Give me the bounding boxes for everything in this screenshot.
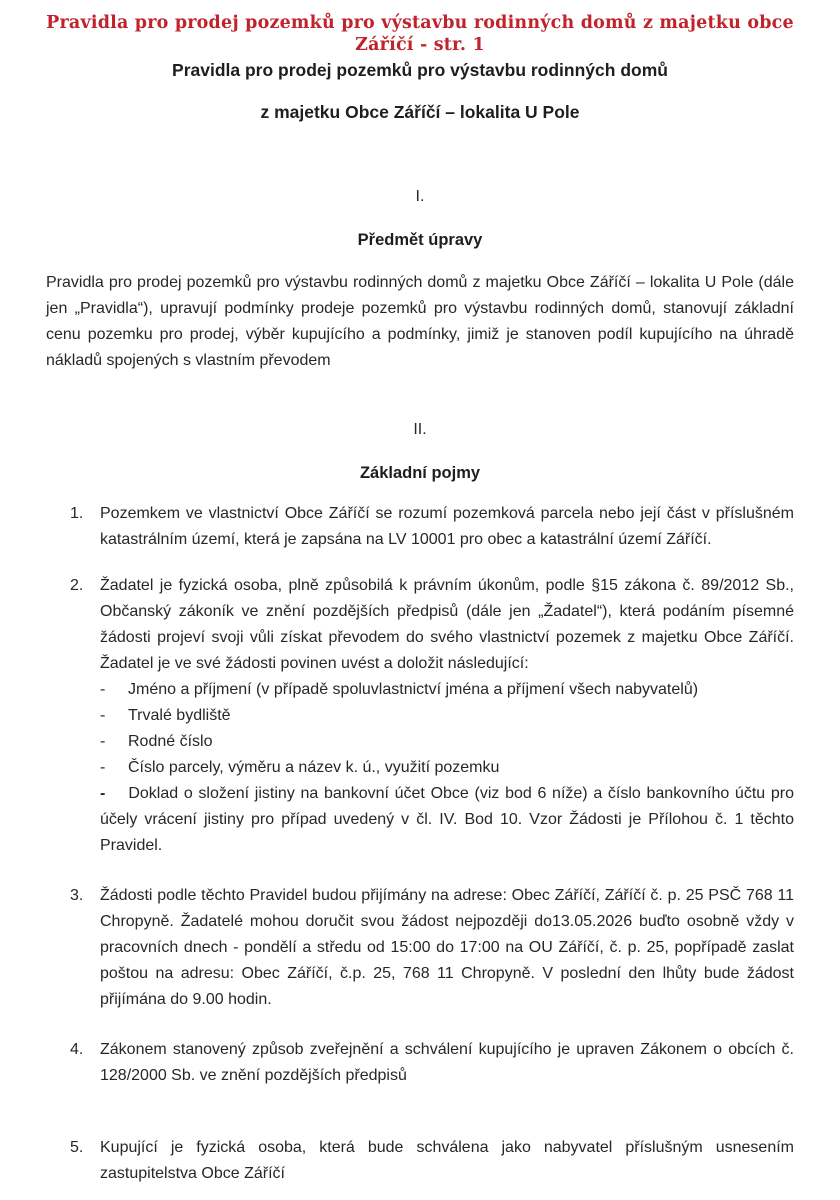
list-item-5 [70, 1135, 794, 1187]
list-item-1 [70, 501, 794, 553]
list-item-3-text: Žádosti podle těchto Pravidel budou přijímány na adrese: Obec Záříčí, Záříčí č. p. 25 PSČ 768 11 Chropyně. Žadatelé mohou doručit svou žádost nejpozději do13.05.2026 buďto osobně vždy v pracovních dnech - pondělí a středu od 15:00 do 17:00 na OU Záříčí, č. p. 25, popřípadě zaslat poštou na adresu: Obec Záříčí, č.p. 25, 768 11 Chropyně. V poslední den lhůty bude žádost přijímána do 9.00 hodin. [100, 887, 794, 1008]
list-item-2 [70, 573, 794, 859]
section-1-heading: Předmět úpravy [357, 231, 483, 249]
sub-bullet-3-text: Rodné číslo [128, 733, 213, 750]
list-item-3 [70, 883, 794, 1013]
document-title: Pravidla pro prodej pozemků pro výstavbu rodinných domů [172, 60, 668, 80]
document-subtitle: z majetku Obce Záříčí – lokalita U Pole [260, 102, 580, 122]
section-1 [46, 187, 794, 374]
document-header [28, 12, 812, 123]
list-item-2-body [100, 573, 794, 859]
section-2 [46, 420, 794, 1187]
sub-bullet-2 [100, 703, 794, 729]
sub-bullet-3 [100, 729, 794, 755]
sub-bullet-5-dash: - [100, 785, 106, 802]
sub-bullet-1-dash: - [100, 681, 106, 698]
list-item-1-number: 1. [70, 505, 84, 522]
sub-bullet-2-text: Trvalé bydliště [128, 707, 231, 724]
sub-bullet-5-text: Doklad o složení jistiny na bankovní účet Obce (viz bod 6 níže) a číslo bankovního účtu pro účely vrácení jistiny pro případ uvedený v čl. IV. Bod 10. Vzor Žádosti je Přílohou č. 1 těchto Pravidel. [100, 785, 794, 854]
list-item-2-number: 2. [70, 577, 84, 594]
sub-bullet-2-dash: - [100, 707, 106, 724]
page-banner-title [28, 12, 812, 56]
list-item-4-number: 4. [70, 1041, 84, 1058]
list-item-4 [70, 1037, 794, 1089]
page-banner-title-line1: Pravidla pro prodej pozemků pro výstavbu rodinných domů z majetku obce [46, 13, 794, 33]
sub-bullet-5 [100, 781, 794, 859]
section-1-paragraph: Pravidla pro prodej pozemků pro výstavbu rodinných domů z majetku Obce Záříčí – lokalita U Pole (dále jen „Pravidla“), upravují podmínky prodeje pozemků pro výstavbu rodinných domů, stanovují základní cenu pozemku pro prodej, výběr kupujícího a podmínky, jimiž je stanoven podíl kupujícího na úhradě nákladů spojených s vlastním převodem [46, 274, 794, 369]
list-item-5-text: Kupující je fyzická osoba, která bude schválena jako nabyvatel příslušným usnesením zastupitelstva Obce Záříčí [100, 1139, 794, 1182]
list-item-5-number: 5. [70, 1139, 84, 1156]
sub-bullet-4-dash: - [100, 759, 106, 776]
section-2-heading: Základní pojmy [359, 464, 481, 482]
section-2-numeral: II. [413, 421, 427, 438]
sub-bullet-4 [100, 755, 794, 781]
definitions-list [46, 501, 794, 1187]
list-item-1-text: Pozemkem ve vlastnictví Obce Záříčí se rozumí pozemková parcela nebo její část v příslušném katastrálním území, která je zapsána na LV 10001 pro obec a katastrální území Záříčí. [100, 505, 794, 548]
section-1-numeral: I. [415, 188, 425, 205]
list-item-3-number: 3. [70, 887, 84, 904]
list-item-2-text: Žadatel je fyzická osoba, plně způsobilá k právním úkonům, podle §15 zákona č. 89/2012 Sb., Občanský zákoník ve znění pozdějších předpisů (dále jen „Žadatel“), která podáním písemné žádosti projeví svoji vůli získat převodem do svého vlastnictví pozemek z majetku Obce Záříčí. Žadatel je ve své žádosti povinen uvést a doložit následující: [100, 577, 794, 672]
sub-bullet-3-dash: - [100, 733, 106, 750]
sub-bullet-4-text: Číslo parcely, výměru a název k. ú., využití pozemku [128, 759, 500, 776]
list-item-4-text: Zákonem stanovený způsob zveřejnění a schválení kupujícího je upraven Zákonem o obcích č. 128/2000 Sb. ve znění pozdějších předpisů [100, 1041, 794, 1084]
sub-bullet-1 [100, 677, 794, 703]
page-banner-title-line2: Záříčí - str. 1 [355, 35, 485, 55]
sub-bullet-1-text: Jméno a příjmení (v případě spoluvlastnictví jména a příjmení všech nabyvatelů) [128, 681, 699, 698]
